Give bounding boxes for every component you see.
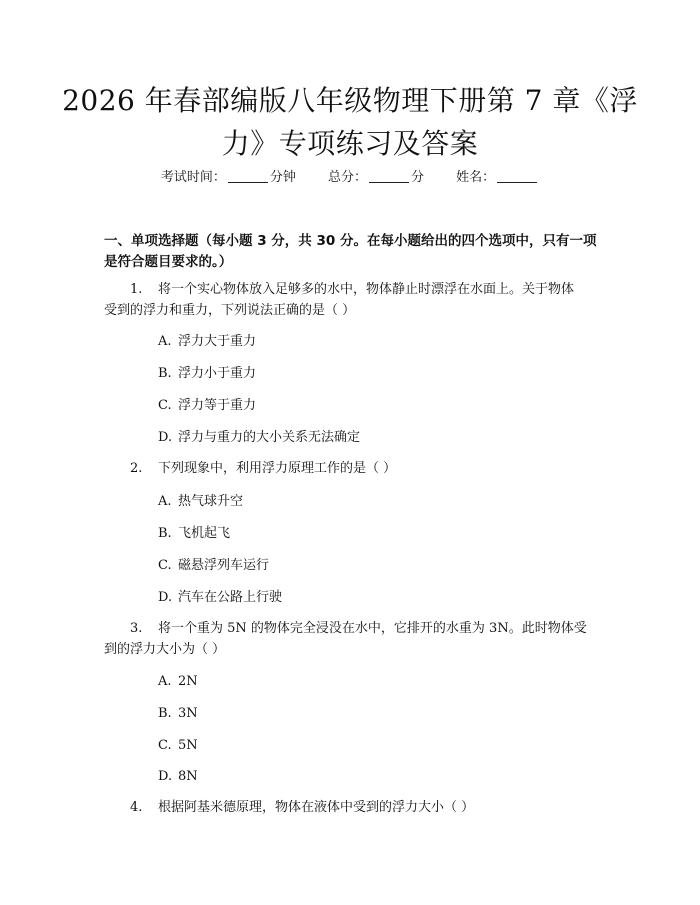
- question-1-option-b: [158, 364, 256, 384]
- question-2-option-d: [158, 588, 282, 608]
- question-1-option-d: [158, 428, 360, 448]
- option-letter: A.: [158, 494, 172, 509]
- option-text: 磁悬浮列车运行: [178, 558, 270, 573]
- option-letter: D.: [158, 430, 173, 445]
- question-1-option-a: [158, 332, 256, 352]
- option-text: 浮力等于重力: [178, 398, 257, 413]
- exam-time-unit: 分钟: [269, 170, 296, 185]
- option-letter: A.: [158, 674, 172, 689]
- option-text: 汽车在公路上行驶: [178, 590, 283, 605]
- option-letter: B.: [158, 366, 172, 381]
- exam-score-unit: 分: [411, 170, 425, 185]
- document-title-line-1: 2026 年春部编版八年级物理下册第 7 章《浮: [62, 84, 638, 117]
- question-3-option-d: [158, 767, 198, 787]
- exam-name-blank: [497, 168, 537, 183]
- exam-time-field: [161, 168, 296, 188]
- option-letter: C.: [158, 738, 172, 753]
- question-3-stem-line-1: 将一个重为 5N 的物体完全浸没在水中，它排开的水重为 3N。此时物体受: [158, 621, 587, 636]
- exam-score-blank: [369, 168, 409, 183]
- option-text: 浮力小于重力: [178, 366, 257, 381]
- question-3-stem-line-2: 到的浮力大小为（ ）: [104, 642, 226, 657]
- option-letter: D.: [158, 590, 173, 605]
- question-1-stem-line-2: 受到的浮力和重力，下列说法正确的是（ ）: [104, 303, 356, 318]
- option-letter: A.: [158, 334, 172, 349]
- option-text: 飞机起飞: [178, 526, 231, 541]
- question-2-option-a: [158, 492, 243, 512]
- question-4-number: 4.: [130, 800, 143, 815]
- question-1-stem-line-1: 将一个实心物体放入足够多的水中，物体静止时漂浮在水面上。关于物体: [158, 282, 575, 297]
- option-letter: B.: [158, 706, 172, 721]
- exam-name-label: 姓名：: [456, 170, 496, 185]
- exam-score-field: [328, 168, 424, 188]
- option-text: 2N: [178, 674, 198, 689]
- document-title-line-2: 力》专项练习及答案: [221, 127, 479, 160]
- question-3-option-c: [158, 736, 198, 756]
- option-letter: D.: [158, 769, 173, 784]
- option-letter: C.: [158, 558, 172, 573]
- question-4-stem-line-1: 根据阿基米德原理，物体在液体中受到的浮力大小（ ）: [158, 800, 475, 815]
- question-3-option-a: [158, 672, 198, 692]
- question-2-option-c: [158, 556, 269, 576]
- question-1-number: 1.: [130, 282, 143, 297]
- option-letter: B.: [158, 526, 172, 541]
- exam-time-blank: [228, 168, 268, 183]
- option-text: 浮力大于重力: [178, 334, 257, 349]
- option-text: 3N: [178, 706, 198, 721]
- option-letter: C.: [158, 398, 172, 413]
- exam-time-label: 考试时间：: [160, 170, 226, 185]
- question-1-option-c: [158, 396, 256, 416]
- question-3-number: 3.: [130, 621, 143, 636]
- exam-score-label: 总分：: [327, 170, 367, 185]
- question-3-option-b: [158, 704, 198, 724]
- exam-info-row: [0, 168, 700, 188]
- section-heading-line-2: 是符合题目要求的。）: [104, 254, 233, 270]
- option-text: 浮力与重力的大小关系无法确定: [178, 430, 361, 445]
- question-2-number: 2.: [130, 461, 143, 476]
- option-text: 5N: [178, 738, 198, 753]
- question-2-stem-line-1: 下列现象中，利用浮力原理工作的是（ ）: [158, 461, 397, 476]
- exam-name-field: [456, 168, 539, 188]
- option-text: 8N: [178, 769, 198, 784]
- question-2-option-b: [158, 524, 230, 544]
- section-heading-line-1: 一、单项选择题（每小题 3 分，共 30 分。在每小题给出的四个选项中，只有一项: [104, 233, 597, 249]
- option-text: 热气球升空: [178, 494, 244, 509]
